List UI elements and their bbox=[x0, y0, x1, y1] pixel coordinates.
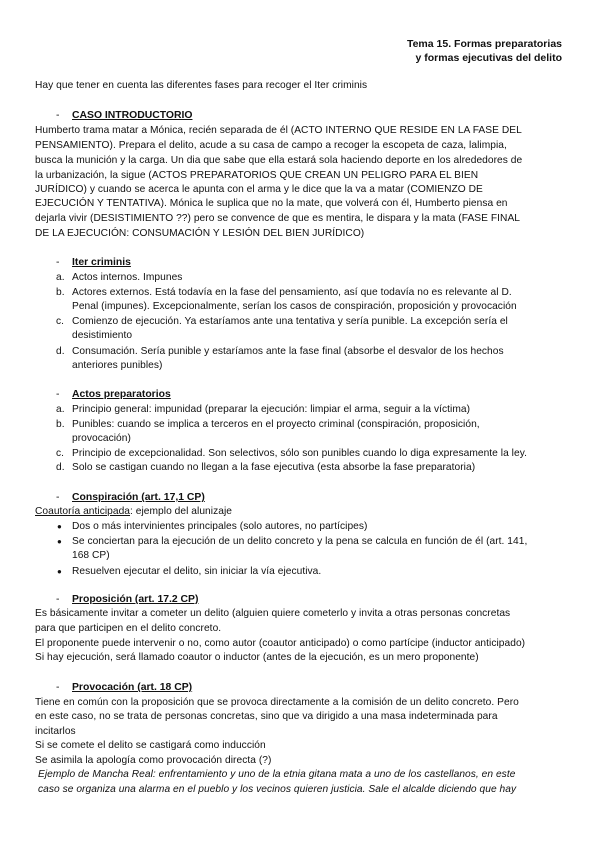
section-dash: - bbox=[56, 682, 60, 693]
list-item: Punibles: cuando se implica a terceros en el proyecto criminal (conspiración, proposición, bbox=[72, 419, 480, 430]
proposicion-line: El proponente puede intervenir o no, como autor (coautor anticipado) o como partícipe (inductor anticipado) bbox=[35, 638, 526, 649]
list-item: Solo se castigan cuando no llegan a la fase ejecutiva (esta absorbe la fase preparatoria) bbox=[72, 462, 476, 473]
list-label: a. bbox=[56, 272, 65, 283]
list-label: a. bbox=[56, 404, 65, 415]
caso-line: DE LA EJECUCIÓN: CONSUMACIÓN Y LESIÓN DEL BIEN JURÍDICO) bbox=[35, 228, 365, 239]
provocacion-line: incitarlos bbox=[35, 726, 76, 737]
proposicion-line: para que participen en el delito concreto. bbox=[35, 623, 222, 634]
caso-line: PENSAMIENTO). Prepara el delito, acude a su casa de campo a recoger la escopeta de caza, lalimpia, bbox=[35, 140, 507, 151]
section-heading-iter bbox=[56, 257, 131, 268]
bullet-dot: ● bbox=[57, 567, 62, 576]
provocacion-line: Si se comete el delito se castigará como inducción bbox=[35, 740, 266, 751]
list-label: d. bbox=[56, 346, 65, 357]
caso-line: dejarla vivir (DESISTIMIENTO ??) pero se convence de que es mentira, le dispara y la mata (FASE FINAL bbox=[35, 213, 520, 224]
list-item: Consumación. Sería punible y estaríamos ante la fase final (absorbe el desvalor de los hechos bbox=[72, 346, 504, 357]
section-title-proposicion: Proposición (art. 17.2 CP) bbox=[72, 594, 199, 605]
bullet-dot: ● bbox=[57, 537, 62, 546]
section-title-iter: Iter criminis bbox=[72, 257, 131, 268]
proposicion-line: Si hay ejecución, será llamado coautor o inductor (antes de la ejecución, es un mero proponente) bbox=[35, 652, 479, 663]
header-title-line2: y formas ejecutivas del delito bbox=[415, 52, 562, 64]
list-item: Principio general: impunidad (preparar la ejecución: limpiar el arma, seguir a la víctima) bbox=[72, 404, 471, 415]
header-title-line1: Tema 15. Formas preparatorias bbox=[406, 38, 562, 50]
section-heading-provocacion bbox=[56, 682, 192, 693]
provocacion-line: Se asimila la apología como provocación directa (?) bbox=[35, 755, 272, 766]
bullet-item: Dos o más intervinientes principales (solo autores, no partícipes) bbox=[72, 521, 368, 532]
proposicion-line: Es básicamente invitar a cometer un delito (alguien quiere cometerlo y invita a otras personas concretas bbox=[35, 608, 511, 619]
conspiracion-subtitle-rest: : ejemplo del alunizaje bbox=[130, 506, 232, 517]
section-dash: - bbox=[56, 389, 60, 400]
list-item: Penal (impunes). Excepcionalmente, serían los casos de conspiración, proposición y provocación bbox=[72, 301, 517, 312]
section-title-conspiracion: Conspiración (art. 17,1 CP) bbox=[72, 492, 205, 503]
section-title-caso: CASO INTRODUCTORIO bbox=[72, 110, 193, 121]
list-item: Comienzo de ejecución. Ya estaríamos ante una tentativa y sería punible. La excepción sería el bbox=[72, 316, 508, 327]
list-label: c. bbox=[56, 316, 65, 327]
caso-line: JURÍDICO) y cuando se acerca le apunta con el arma y le dice que la va a matar (COMIENZO DE bbox=[35, 184, 483, 195]
list-item: provocación) bbox=[72, 433, 131, 444]
list-label: d. bbox=[56, 462, 65, 473]
provocacion-example-line: Ejemplo de Mancha Real: enfrentamiento y uno de la etnia gitana mata a uno de los castellanos, en este bbox=[38, 769, 516, 780]
conspiracion-subtitle bbox=[35, 506, 232, 518]
section-title-actos: Actos preparatorios bbox=[72, 389, 171, 400]
list-label: b. bbox=[56, 419, 65, 430]
provocacion-line: en este caso, no se trata de personas concretas, sino que va dirigido a una masa indeterminada para bbox=[35, 711, 498, 722]
section-dash: - bbox=[56, 110, 60, 121]
bullet-item: Se conciertan para la ejecución de un delito concreto y la pena se calcula en función de él (art. 141, bbox=[72, 536, 528, 547]
list-item: Principio de excepcionalidad. Son selectivos, sólo son punibles cuando lo diga expresamente la ley. bbox=[72, 448, 527, 459]
caso-line: la urbanización, la sigue (ACTOS PREPARATORIOS QUE CREAN UN PELIGRO PARA EL BIEN bbox=[35, 170, 479, 181]
section-dash: - bbox=[56, 594, 60, 605]
section-dash: - bbox=[56, 257, 60, 268]
bullet-dot: ● bbox=[57, 522, 62, 531]
section-heading-proposicion bbox=[56, 594, 198, 605]
bullet-item: Resuelven ejecutar el delito, sin iniciar la vía ejecutiva. bbox=[72, 566, 322, 577]
caso-line: Humberto trama matar a Mónica, recién separada de él (ACTO INTERNO QUE RESIDE EN LA FASE DEL bbox=[35, 125, 522, 136]
list-item: Actos internos. Impunes bbox=[72, 272, 183, 283]
list-item: anteriores punibles) bbox=[72, 360, 163, 371]
list-item: Actores externos. Está todavía en la fase del pensamiento, así que todavía no es relevante al D. bbox=[72, 287, 512, 298]
list-label: c. bbox=[56, 448, 65, 459]
section-heading-caso bbox=[56, 110, 192, 121]
section-dash: - bbox=[56, 492, 60, 503]
coautoria-anticipada-term: Coautoría anticipada bbox=[35, 506, 131, 517]
section-title-provocacion: Provocación (art. 18 CP) bbox=[72, 682, 193, 693]
list-label: b. bbox=[56, 287, 65, 298]
bullet-item: 168 CP) bbox=[72, 550, 110, 561]
section-heading-conspiracion bbox=[56, 492, 205, 503]
provocacion-line: Tiene en común con la proposición que se provoca directamente a la comisión de un delito concreto. Pero bbox=[35, 697, 519, 708]
list-item: desistimiento bbox=[72, 330, 133, 341]
intro-text: Hay que tener en cuenta las diferentes fases para recoger el Iter criminis bbox=[35, 80, 368, 91]
section-heading-actos bbox=[56, 389, 171, 400]
caso-line: busca la munición y la carga. Un dia que sabe que ella estará sola haciendo deporte en los alrededores de bbox=[35, 155, 523, 166]
caso-line: EJECUCIÓN Y TENTATIVA). Mónica le suplica que no la mate, que volverá con él, Humberto piensa en bbox=[35, 198, 508, 209]
provocacion-example-line: caso se organiza una alarma en el pueblo y los vecinos quieren justicia. Sale el alcalde diciendo que hay bbox=[38, 784, 517, 795]
